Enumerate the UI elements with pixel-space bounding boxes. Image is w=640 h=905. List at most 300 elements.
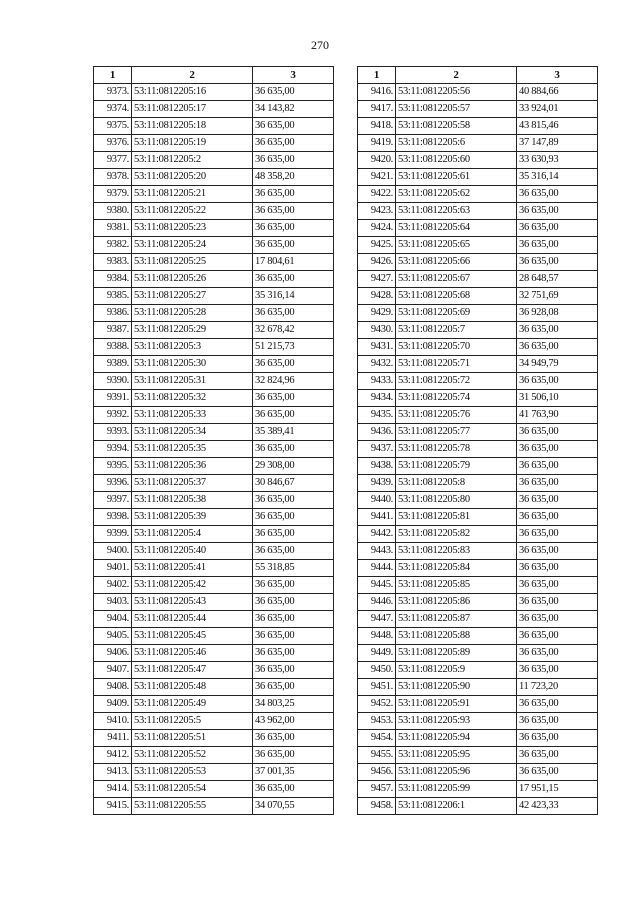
row-number-cell: 9436. <box>358 424 396 441</box>
table-row <box>94 322 334 339</box>
row-number-cell: 9415. <box>94 798 132 815</box>
table-row <box>94 526 334 543</box>
value-cell: 36 635,00 <box>253 628 334 645</box>
cadastral-number-cell: 53:11:0812205:65 <box>396 237 517 254</box>
table-row <box>358 237 598 254</box>
row-number-cell: 9457. <box>358 781 396 798</box>
value-cell: 36 635,00 <box>517 339 598 356</box>
cadastral-number-cell: 53:11:0812205:55 <box>132 798 253 815</box>
value-cell: 36 635,00 <box>253 220 334 237</box>
value-cell: 36 635,00 <box>517 543 598 560</box>
row-number-cell: 9443. <box>358 543 396 560</box>
table-row <box>358 628 598 645</box>
table-row <box>358 135 598 152</box>
value-cell: 35 316,14 <box>517 169 598 186</box>
value-cell: 36 635,00 <box>517 747 598 764</box>
row-number-cell: 9450. <box>358 662 396 679</box>
cadastral-number-cell: 53:11:0812205:72 <box>396 373 517 390</box>
cadastral-number-cell: 53:11:0812205:16 <box>132 84 253 101</box>
left-table-body <box>94 84 334 815</box>
table-row <box>94 475 334 492</box>
row-number-cell: 9427. <box>358 271 396 288</box>
value-cell: 32 824,96 <box>253 373 334 390</box>
table-row <box>358 696 598 713</box>
row-number-cell: 9393. <box>94 424 132 441</box>
table-row <box>94 424 334 441</box>
table-row <box>94 305 334 322</box>
row-number-cell: 9451. <box>358 679 396 696</box>
row-number-cell: 9380. <box>94 203 132 220</box>
cadastral-number-cell: 53:11:0812205:19 <box>132 135 253 152</box>
row-number-cell: 9387. <box>94 322 132 339</box>
cadastral-number-cell: 53:11:0812205:8 <box>396 475 517 492</box>
table-row <box>94 798 334 815</box>
table-row <box>94 560 334 577</box>
table-row <box>358 475 598 492</box>
row-number-cell: 9410. <box>94 713 132 730</box>
row-number-cell: 9438. <box>358 458 396 475</box>
table-row <box>94 356 334 373</box>
value-cell: 34 949,79 <box>517 356 598 373</box>
cadastral-number-cell: 53:11:0812205:53 <box>132 764 253 781</box>
row-number-cell: 9439. <box>358 475 396 492</box>
table-row <box>94 458 334 475</box>
cadastral-number-cell: 53:11:0812205:28 <box>132 305 253 322</box>
cadastral-number-cell: 53:11:0812205:77 <box>396 424 517 441</box>
value-cell: 42 423,33 <box>517 798 598 815</box>
row-number-cell: 9435. <box>358 407 396 424</box>
cadastral-number-cell: 53:11:0812205:67 <box>396 271 517 288</box>
table-row <box>94 390 334 407</box>
left-registry-table <box>93 66 334 815</box>
cadastral-number-cell: 53:11:0812205:3 <box>132 339 253 356</box>
cadastral-number-cell: 53:11:0812205:86 <box>396 594 517 611</box>
value-cell: 36 635,00 <box>517 730 598 747</box>
value-cell: 36 635,00 <box>253 441 334 458</box>
table-row <box>358 713 598 730</box>
cadastral-number-cell: 53:11:0812205:22 <box>132 203 253 220</box>
row-number-cell: 9414. <box>94 781 132 798</box>
row-number-cell: 9394. <box>94 441 132 458</box>
value-cell: 36 635,00 <box>517 628 598 645</box>
row-number-cell: 9431. <box>358 339 396 356</box>
value-cell: 34 143,82 <box>253 101 334 118</box>
value-cell: 17 804,61 <box>253 254 334 271</box>
cadastral-number-cell: 53:11:0812205:29 <box>132 322 253 339</box>
value-cell: 36 635,00 <box>253 747 334 764</box>
value-cell: 36 635,00 <box>253 152 334 169</box>
cadastral-number-cell: 53:11:0812205:60 <box>396 152 517 169</box>
cadastral-number-cell: 53:11:0812205:64 <box>396 220 517 237</box>
cadastral-number-cell: 53:11:0812205:74 <box>396 390 517 407</box>
cadastral-number-cell: 53:11:0812205:52 <box>132 747 253 764</box>
value-cell: 36 635,00 <box>253 305 334 322</box>
row-number-cell: 9389. <box>94 356 132 373</box>
cadastral-number-cell: 53:11:0812205:5 <box>132 713 253 730</box>
value-cell: 36 635,00 <box>517 611 598 628</box>
row-number-cell: 9406. <box>94 645 132 662</box>
cadastral-number-cell: 53:11:0812205:4 <box>132 526 253 543</box>
table-row <box>358 441 598 458</box>
table-row <box>358 509 598 526</box>
cadastral-number-cell: 53:11:0812205:17 <box>132 101 253 118</box>
value-cell: 36 635,00 <box>253 135 334 152</box>
cadastral-number-cell: 53:11:0812205:82 <box>396 526 517 543</box>
table-row <box>94 696 334 713</box>
cadastral-number-cell: 53:11:0812205:2 <box>132 152 253 169</box>
table-row <box>358 254 598 271</box>
cadastral-number-cell: 53:11:0812205:45 <box>132 628 253 645</box>
row-number-cell: 9388. <box>94 339 132 356</box>
cadastral-number-cell: 53:11:0812205:37 <box>132 475 253 492</box>
cadastral-number-cell: 53:11:0812205:71 <box>396 356 517 373</box>
row-number-cell: 9422. <box>358 186 396 203</box>
row-number-cell: 9382. <box>94 237 132 254</box>
row-number-cell: 9398. <box>94 509 132 526</box>
cadastral-number-cell: 53:11:0812205:80 <box>396 492 517 509</box>
table-row <box>94 747 334 764</box>
value-cell: 36 635,00 <box>253 662 334 679</box>
table-row <box>358 577 598 594</box>
value-cell: 36 635,00 <box>253 492 334 509</box>
table-row <box>358 611 598 628</box>
value-cell: 36 635,00 <box>517 645 598 662</box>
cadastral-number-cell: 53:11:0812205:31 <box>132 373 253 390</box>
row-number-cell: 9447. <box>358 611 396 628</box>
right-registry-table <box>357 66 598 815</box>
table-row <box>94 441 334 458</box>
value-cell: 36 635,00 <box>517 492 598 509</box>
value-cell: 36 635,00 <box>517 696 598 713</box>
value-cell: 34 070,55 <box>253 798 334 815</box>
cadastral-number-cell: 53:11:0812205:66 <box>396 254 517 271</box>
cadastral-number-cell: 53:11:0812205:62 <box>396 186 517 203</box>
cadastral-number-cell: 53:11:0812205:56 <box>396 84 517 101</box>
table-row <box>94 713 334 730</box>
table-row <box>358 322 598 339</box>
table-row <box>358 84 598 101</box>
row-number-cell: 9409. <box>94 696 132 713</box>
cadastral-number-cell: 53:11:0812205:83 <box>396 543 517 560</box>
right-table-body <box>358 84 598 815</box>
value-cell: 30 846,67 <box>253 475 334 492</box>
table-row <box>94 662 334 679</box>
table-row <box>94 543 334 560</box>
row-number-cell: 9419. <box>358 135 396 152</box>
table-row <box>358 101 598 118</box>
cadastral-number-cell: 53:11:0812205:41 <box>132 560 253 577</box>
value-cell: 36 635,00 <box>253 271 334 288</box>
value-cell: 33 924,01 <box>517 101 598 118</box>
row-number-cell: 9375. <box>94 118 132 135</box>
row-number-cell: 9411. <box>94 730 132 747</box>
table-row <box>358 492 598 509</box>
value-cell: 36 635,00 <box>517 764 598 781</box>
cadastral-number-cell: 53:11:0812205:20 <box>132 169 253 186</box>
value-cell: 36 635,00 <box>517 526 598 543</box>
table-row <box>358 118 598 135</box>
table-row <box>94 101 334 118</box>
row-number-cell: 9424. <box>358 220 396 237</box>
table-row <box>94 730 334 747</box>
table-row <box>358 560 598 577</box>
value-cell: 36 635,00 <box>517 662 598 679</box>
row-number-cell: 9425. <box>358 237 396 254</box>
table-row <box>94 152 334 169</box>
cadastral-number-cell: 53:11:0812205:54 <box>132 781 253 798</box>
value-cell: 36 635,00 <box>517 594 598 611</box>
table-row <box>94 84 334 101</box>
row-number-cell: 9449. <box>358 645 396 662</box>
value-cell: 36 635,00 <box>517 322 598 339</box>
table-row <box>358 424 598 441</box>
table-row <box>94 492 334 509</box>
row-number-cell: 9433. <box>358 373 396 390</box>
value-cell: 36 635,00 <box>253 730 334 747</box>
cadastral-number-cell: 53:11:0812205:47 <box>132 662 253 679</box>
value-cell: 36 635,00 <box>253 645 334 662</box>
table-row <box>94 577 334 594</box>
table-row <box>94 373 334 390</box>
row-number-cell: 9452. <box>358 696 396 713</box>
value-cell: 11 723,20 <box>517 679 598 696</box>
row-number-cell: 9426. <box>358 254 396 271</box>
cadastral-number-cell: 53:11:0812205:95 <box>396 747 517 764</box>
table-row <box>358 679 598 696</box>
cadastral-number-cell: 53:11:0812205:9 <box>396 662 517 679</box>
table-row <box>94 764 334 781</box>
row-number-cell: 9413. <box>94 764 132 781</box>
value-cell: 41 763,90 <box>517 407 598 424</box>
cadastral-number-cell: 53:11:0812205:43 <box>132 594 253 611</box>
table-row <box>358 747 598 764</box>
cadastral-number-cell: 53:11:0812205:84 <box>396 560 517 577</box>
cadastral-number-cell: 53:11:0812205:25 <box>132 254 253 271</box>
column-header-cadastral-number: 2 <box>132 67 253 84</box>
cadastral-number-cell: 53:11:0812205:39 <box>132 509 253 526</box>
column-header-cadastral-number: 2 <box>396 67 517 84</box>
row-number-cell: 9441. <box>358 509 396 526</box>
column-header-number: 1 <box>358 67 396 84</box>
value-cell: 36 635,00 <box>253 84 334 101</box>
table-row <box>94 611 334 628</box>
row-number-cell: 9445. <box>358 577 396 594</box>
row-number-cell: 9440. <box>358 492 396 509</box>
cadastral-number-cell: 53:11:0812205:79 <box>396 458 517 475</box>
value-cell: 36 635,00 <box>517 560 598 577</box>
value-cell: 36 635,00 <box>517 713 598 730</box>
value-cell: 36 635,00 <box>253 543 334 560</box>
row-number-cell: 9420. <box>358 152 396 169</box>
table-row <box>358 764 598 781</box>
cadastral-number-cell: 53:11:0812205:44 <box>132 611 253 628</box>
page-number: 270 <box>311 38 329 52</box>
table-row <box>94 135 334 152</box>
table-row <box>94 781 334 798</box>
row-number-cell: 9412. <box>94 747 132 764</box>
row-number-cell: 9430. <box>358 322 396 339</box>
cadastral-number-cell: 53:11:0812205:40 <box>132 543 253 560</box>
value-cell: 35 389,41 <box>253 424 334 441</box>
table-row <box>94 594 334 611</box>
value-cell: 36 635,00 <box>253 509 334 526</box>
table-row <box>358 798 598 815</box>
table-row <box>358 288 598 305</box>
value-cell: 36 635,00 <box>253 611 334 628</box>
cadastral-number-cell: 53:11:0812205:51 <box>132 730 253 747</box>
value-cell: 31 506,10 <box>517 390 598 407</box>
value-cell: 36 635,00 <box>253 390 334 407</box>
table-row <box>94 645 334 662</box>
cadastral-number-cell: 53:11:0812205:78 <box>396 441 517 458</box>
cadastral-number-cell: 53:11:0812205:61 <box>396 169 517 186</box>
value-cell: 36 635,00 <box>517 441 598 458</box>
row-number-cell: 9408. <box>94 679 132 696</box>
cadastral-number-cell: 53:11:0812205:7 <box>396 322 517 339</box>
value-cell: 17 951,15 <box>517 781 598 798</box>
table-row <box>358 203 598 220</box>
table-row <box>94 203 334 220</box>
value-cell: 36 635,00 <box>517 577 598 594</box>
value-cell: 36 635,00 <box>253 118 334 135</box>
column-header-number: 1 <box>94 67 132 84</box>
row-number-cell: 9377. <box>94 152 132 169</box>
row-number-cell: 9404. <box>94 611 132 628</box>
table-row <box>358 662 598 679</box>
column-header-value: 3 <box>253 67 334 84</box>
row-number-cell: 9453. <box>358 713 396 730</box>
table-row <box>358 390 598 407</box>
row-number-cell: 9397. <box>94 492 132 509</box>
row-number-cell: 9434. <box>358 390 396 407</box>
cadastral-number-cell: 53:11:0812205:76 <box>396 407 517 424</box>
table-row <box>358 169 598 186</box>
cadastral-number-cell: 53:11:0812205:63 <box>396 203 517 220</box>
cadastral-number-cell: 53:11:0812205:48 <box>132 679 253 696</box>
row-number-cell: 9448. <box>358 628 396 645</box>
value-cell: 55 318,85 <box>253 560 334 577</box>
row-number-cell: 9385. <box>94 288 132 305</box>
table-row <box>94 679 334 696</box>
row-number-cell: 9455. <box>358 747 396 764</box>
cadastral-number-cell: 53:11:0812205:85 <box>396 577 517 594</box>
value-cell: 37 001,35 <box>253 764 334 781</box>
row-number-cell: 9417. <box>358 101 396 118</box>
cadastral-number-cell: 53:11:0812205:34 <box>132 424 253 441</box>
cadastral-number-cell: 53:11:0812205:6 <box>396 135 517 152</box>
value-cell: 36 635,00 <box>517 424 598 441</box>
row-number-cell: 9454. <box>358 730 396 747</box>
row-number-cell: 9403. <box>94 594 132 611</box>
cadastral-number-cell: 53:11:0812206:1 <box>396 798 517 815</box>
row-number-cell: 9396. <box>94 475 132 492</box>
row-number-cell: 9390. <box>94 373 132 390</box>
row-number-cell: 9384. <box>94 271 132 288</box>
table-row <box>94 186 334 203</box>
table-row <box>94 509 334 526</box>
cadastral-number-cell: 53:11:0812205:69 <box>396 305 517 322</box>
value-cell: 32 678,42 <box>253 322 334 339</box>
value-cell: 36 635,00 <box>517 186 598 203</box>
value-cell: 37 147,89 <box>517 135 598 152</box>
table-row <box>358 458 598 475</box>
row-number-cell: 9378. <box>94 169 132 186</box>
row-number-cell: 9432. <box>358 356 396 373</box>
cadastral-number-cell: 53:11:0812205:87 <box>396 611 517 628</box>
value-cell: 36 635,00 <box>253 407 334 424</box>
value-cell: 36 635,00 <box>517 373 598 390</box>
value-cell: 29 308,00 <box>253 458 334 475</box>
cadastral-number-cell: 53:11:0812205:26 <box>132 271 253 288</box>
table-row <box>358 594 598 611</box>
table-row <box>358 645 598 662</box>
table-row <box>94 271 334 288</box>
value-cell: 33 630,93 <box>517 152 598 169</box>
cadastral-number-cell: 53:11:0812205:93 <box>396 713 517 730</box>
table-row <box>94 220 334 237</box>
value-cell: 36 635,00 <box>253 679 334 696</box>
row-number-cell: 9381. <box>94 220 132 237</box>
row-number-cell: 9421. <box>358 169 396 186</box>
header-row <box>358 67 598 84</box>
row-number-cell: 9373. <box>94 84 132 101</box>
table-row <box>358 526 598 543</box>
cadastral-number-cell: 53:11:0812205:46 <box>132 645 253 662</box>
table-row <box>94 288 334 305</box>
value-cell: 32 751,69 <box>517 288 598 305</box>
row-number-cell: 9392. <box>94 407 132 424</box>
table-row <box>358 781 598 798</box>
table-row <box>358 543 598 560</box>
value-cell: 36 635,00 <box>253 203 334 220</box>
cadastral-number-cell: 53:11:0812205:27 <box>132 288 253 305</box>
table-row <box>94 407 334 424</box>
table-row <box>94 237 334 254</box>
value-cell: 36 635,00 <box>517 237 598 254</box>
table-row <box>94 169 334 186</box>
row-number-cell: 9400. <box>94 543 132 560</box>
table-row <box>358 271 598 288</box>
table-row <box>358 730 598 747</box>
cadastral-number-cell: 53:11:0812205:91 <box>396 696 517 713</box>
value-cell: 40 884,66 <box>517 84 598 101</box>
header-row <box>94 67 334 84</box>
cadastral-number-cell: 53:11:0812205:90 <box>396 679 517 696</box>
table-row <box>94 339 334 356</box>
table-row <box>94 628 334 645</box>
row-number-cell: 9405. <box>94 628 132 645</box>
table-row <box>358 356 598 373</box>
row-number-cell: 9402. <box>94 577 132 594</box>
value-cell: 28 648,57 <box>517 271 598 288</box>
value-cell: 34 803,25 <box>253 696 334 713</box>
value-cell: 51 215,73 <box>253 339 334 356</box>
table-row <box>358 305 598 322</box>
table-row <box>94 254 334 271</box>
value-cell: 36 635,00 <box>517 220 598 237</box>
cadastral-number-cell: 53:11:0812205:49 <box>132 696 253 713</box>
row-number-cell: 9418. <box>358 118 396 135</box>
cadastral-number-cell: 53:11:0812205:18 <box>132 118 253 135</box>
row-number-cell: 9423. <box>358 203 396 220</box>
cadastral-number-cell: 53:11:0812205:57 <box>396 101 517 118</box>
cadastral-number-cell: 53:11:0812205:23 <box>132 220 253 237</box>
row-number-cell: 9456. <box>358 764 396 781</box>
cadastral-number-cell: 53:11:0812205:81 <box>396 509 517 526</box>
cadastral-number-cell: 53:11:0812205:38 <box>132 492 253 509</box>
value-cell: 36 635,00 <box>253 594 334 611</box>
value-cell: 43 962,00 <box>253 713 334 730</box>
